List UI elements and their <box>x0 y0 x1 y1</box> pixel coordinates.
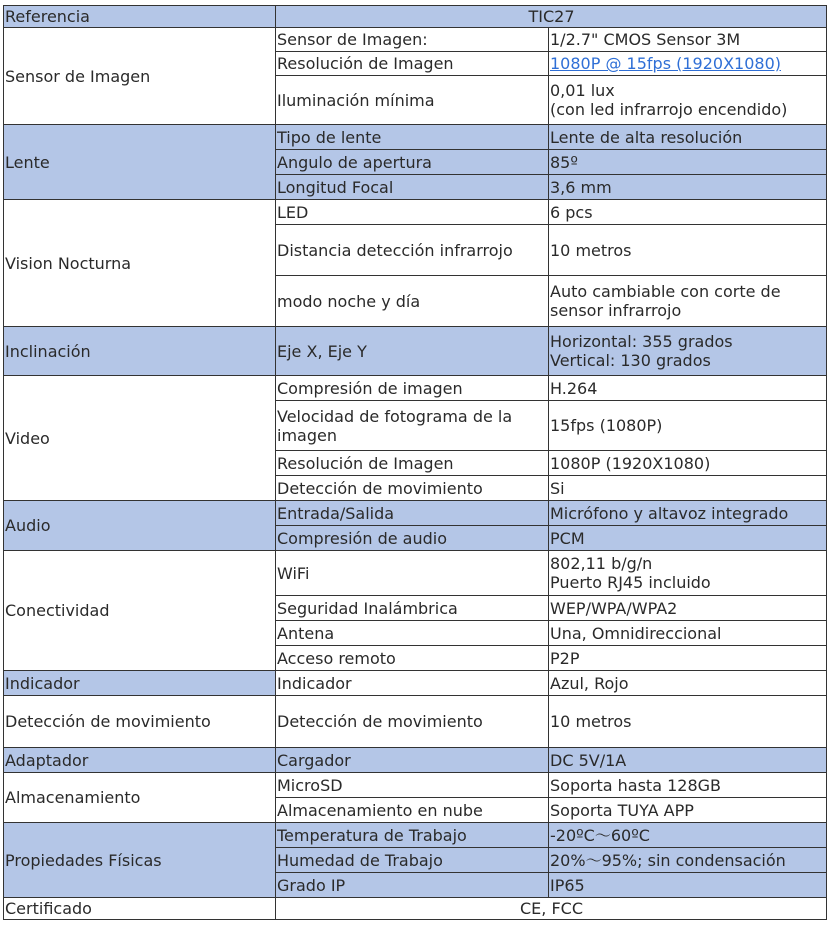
conectividad-value-1-line2: Puerto RJ45 incluido <box>550 573 711 592</box>
vision-key-1: LED <box>276 200 549 225</box>
lente-value-1: Lente de alta resolución <box>549 125 827 150</box>
fisicas-key-3: Grado IP <box>276 873 549 898</box>
referencia-label: Referencia <box>4 6 276 28</box>
conectividad-value-3: Una, Omnidireccional <box>549 621 827 646</box>
conectividad-value-1-line1: 802,11 b/g/n <box>550 554 653 573</box>
row-adaptador <box>4 748 827 773</box>
almacenamiento-key-2: Almacenamiento en nube <box>276 798 549 823</box>
deteccion-value: 10 metros <box>549 696 827 748</box>
audio-key-2: Compresión de audio <box>276 526 549 551</box>
fisicas-value-1: -20ºC〜60ºC <box>549 823 827 848</box>
row-conectividad-1 <box>4 551 827 596</box>
row-lente-1 <box>4 125 827 150</box>
certificado-value: CE, FCC <box>276 898 827 920</box>
adaptador-key: Cargador <box>276 748 549 773</box>
fisicas-value-2: 20%〜95%; sin condensación <box>549 848 827 873</box>
video-key-2-line2: imagen <box>277 425 337 445</box>
conectividad-key-3: Antena <box>276 621 549 646</box>
row-fisicas-1 <box>4 823 827 848</box>
almacenamiento-label: Almacenamiento <box>4 773 276 823</box>
conectividad-value-2: WEP/WPA/WPA2 <box>549 596 827 621</box>
vision-value-3-line1: Auto cambiable con corte de <box>550 282 781 301</box>
deteccion-key: Detección de movimiento <box>276 696 549 748</box>
sensor-value-3-line1: 0,01 lux <box>550 81 615 100</box>
conectividad-key-1: WiFi <box>276 551 549 596</box>
sensor-value-3-line2: (con led infrarrojo encendido) <box>550 100 788 119</box>
video-key-4: Detección de movimiento <box>276 476 549 501</box>
conectividad-key-4: Acceso remoto <box>276 646 549 671</box>
inclinacion-value-line2: Vertical: 130 grados <box>550 351 711 370</box>
deteccion-label: Detección de movimiento <box>4 696 276 748</box>
sensor-value-2 <box>549 52 827 76</box>
inclinacion-key: Eje X, Eje Y <box>276 327 549 376</box>
row-sensor-1 <box>4 28 827 52</box>
resolution-link[interactable]: 1080P @ 15fps (1920X1080) <box>550 54 781 73</box>
inclinacion-value <box>549 327 827 376</box>
lente-key-3: Longitud Focal <box>276 175 549 200</box>
conectividad-label: Conectividad <box>4 551 276 671</box>
video-key-2-line1: Velocidad de fotograma de la <box>277 406 513 426</box>
sensor-label: Sensor de Imagen <box>4 28 276 125</box>
sensor-value-3 <box>549 76 827 125</box>
certificado-label: Certificado <box>4 898 276 920</box>
almacenamiento-value-1: Soporta hasta 128GB <box>549 773 827 798</box>
lente-value-3: 3,6 mm <box>549 175 827 200</box>
almacenamiento-key-1: MicroSD <box>276 773 549 798</box>
lente-key-2: Angulo de apertura <box>276 150 549 175</box>
spec-table <box>3 5 827 920</box>
row-audio-1 <box>4 501 827 526</box>
almacenamiento-value-2: Soporta TUYA APP <box>549 798 827 823</box>
fisicas-key-2: Humedad de Trabajo <box>276 848 549 873</box>
video-key-3: Resolución de Imagen <box>276 451 549 476</box>
row-vision-1 <box>4 200 827 225</box>
video-value-1: H.264 <box>549 376 827 401</box>
row-deteccion <box>4 696 827 748</box>
inclinacion-value-line1: Horizontal: 355 grados <box>550 332 733 351</box>
fisicas-value-3: IP65 <box>549 873 827 898</box>
vision-value-3-line2: sensor infrarrojo <box>550 301 682 320</box>
video-key-1: Compresión de imagen <box>276 376 549 401</box>
row-indicador <box>4 671 827 696</box>
vision-label: Vision Nocturna <box>4 200 276 327</box>
adaptador-value: DC 5V/1A <box>549 748 827 773</box>
lente-value-2: 85º <box>549 150 827 175</box>
indicador-label: Indicador <box>4 671 276 696</box>
conectividad-value-1 <box>549 551 827 596</box>
indicador-key: Indicador <box>276 671 549 696</box>
vision-key-3: modo noche y día <box>276 276 549 327</box>
indicador-value: Azul, Rojo <box>549 671 827 696</box>
audio-label: Audio <box>4 501 276 551</box>
vision-value-2: 10 metros <box>549 225 827 276</box>
conectividad-key-2: Seguridad Inalámbrica <box>276 596 549 621</box>
inclinacion-label: Inclinación <box>4 327 276 376</box>
audio-value-1: Micrófono y altavoz integrado <box>549 501 827 526</box>
sensor-key-1: Sensor de Imagen: <box>276 28 549 52</box>
lente-key-1: Tipo de lente <box>276 125 549 150</box>
video-value-2: 15fps (1080P) <box>549 401 827 451</box>
conectividad-value-4: P2P <box>549 646 827 671</box>
lente-label: Lente <box>4 125 276 200</box>
row-almacenamiento-1 <box>4 773 827 798</box>
sensor-key-3: Iluminación mínima <box>276 76 549 125</box>
audio-key-1: Entrada/Salida <box>276 501 549 526</box>
vision-key-2: Distancia detección infrarrojo <box>276 225 549 276</box>
row-referencia <box>4 6 827 28</box>
row-certificado <box>4 898 827 920</box>
video-value-3: 1080P (1920X1080) <box>549 451 827 476</box>
audio-value-2: PCM <box>549 526 827 551</box>
sensor-key-2: Resolución de Imagen <box>276 52 549 76</box>
vision-value-1: 6 pcs <box>549 200 827 225</box>
video-key-2 <box>276 401 549 451</box>
fisicas-label: Propiedades Físicas <box>4 823 276 898</box>
adaptador-label: Adaptador <box>4 748 276 773</box>
vision-value-3 <box>549 276 827 327</box>
video-value-4: Si <box>549 476 827 501</box>
sensor-value-1: 1/2.7" CMOS Sensor 3M <box>549 28 827 52</box>
referencia-value: TIC27 <box>276 6 827 28</box>
video-label: Video <box>4 376 276 501</box>
row-inclinacion <box>4 327 827 376</box>
fisicas-key-1: Temperatura de Trabajo <box>276 823 549 848</box>
row-video-1 <box>4 376 827 401</box>
